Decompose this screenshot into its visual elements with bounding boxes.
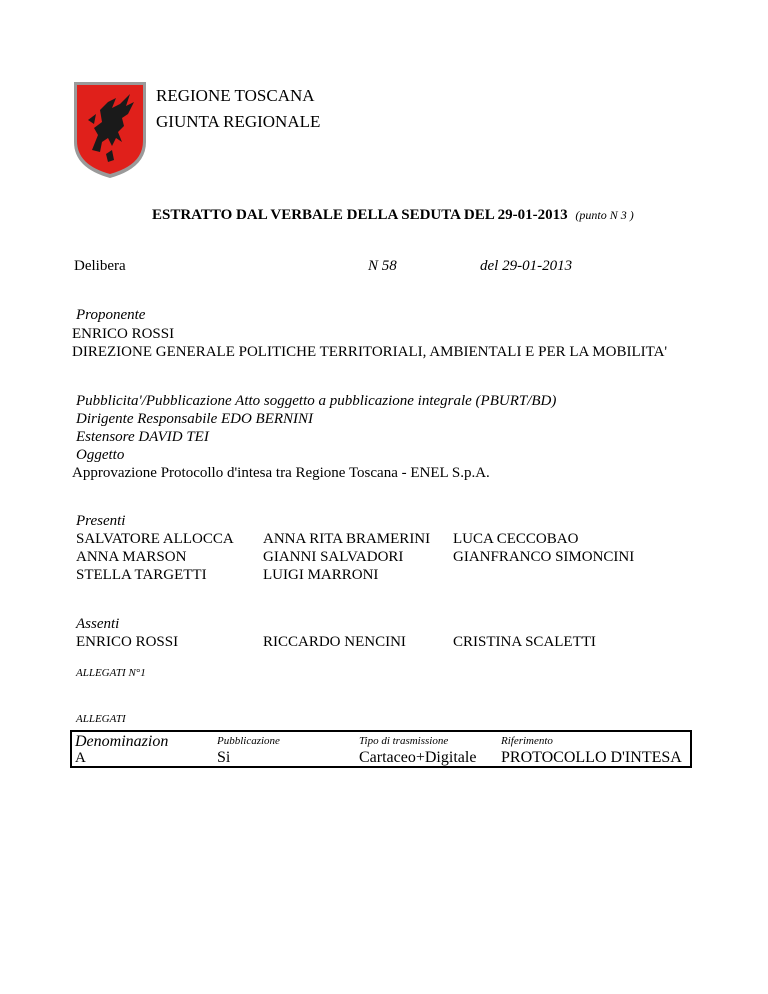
column-header-denominazione: Denominazion — [75, 733, 169, 750]
pubblicita-line: Pubblicita'/Pubblicazione Atto soggetto a pubblicazione integrale (PBURT/BD) — [76, 393, 557, 409]
presente-name: GIANNI SALVADORI — [263, 549, 404, 565]
delibera-number: N 58 — [368, 258, 397, 274]
oggetto-text: Approvazione Protocollo d'intesa tra Regione Toscana - ENEL S.p.A. — [72, 465, 490, 481]
column-header-pubblicazione: Pubblicazione — [217, 735, 280, 747]
delibera-date: del 29-01-2013 — [480, 258, 573, 274]
presente-name: ANNA RITA BRAMERINI — [263, 531, 431, 547]
table-cell-riferimento: PROTOCOLLO D'INTESA — [501, 749, 682, 766]
assente-name: RICCARDO NENCINI — [263, 634, 406, 650]
estensore-line: Estensore DAVID TEI — [76, 429, 209, 445]
extract-punto: (punto N 3 ) — [575, 208, 634, 222]
presente-name: SALVATORE ALLOCCA — [76, 531, 234, 547]
presente-name: LUIGI MARRONI — [263, 567, 379, 583]
presenti-label: Presenti — [76, 513, 126, 529]
council-name: GIUNTA REGIONALE — [156, 112, 321, 131]
delibera-label: Delibera — [74, 258, 126, 274]
extract-title: ESTRATTO DAL VERBALE DELLA SEDUTA DEL 29-01-2013 — [152, 207, 568, 223]
extract-heading — [152, 207, 634, 224]
column-header-tipo-trasmissione: Tipo di trasmissione — [359, 735, 449, 747]
presente-name: STELLA TARGETTI — [76, 567, 207, 583]
oggetto-label: Oggetto — [76, 447, 125, 463]
proponente-direzione: DIREZIONE GENERALE POLITICHE TERRITORIALI, AMBIENTALI E PER LA MOBILITA' — [72, 344, 668, 360]
region-name: REGIONE TOSCANA — [156, 86, 315, 105]
assenti-label: Assenti — [76, 616, 120, 632]
column-header-riferimento: Riferimento — [501, 735, 553, 747]
presente-name: ANNA MARSON — [76, 549, 187, 565]
regione-toscana-logo-icon — [72, 80, 148, 180]
presente-name: GIANFRANCO SIMONCINI — [453, 549, 635, 565]
allegati-table — [70, 730, 692, 768]
presente-name: LUCA CECCOBAO — [453, 531, 579, 547]
assente-name: ENRICO ROSSI — [76, 634, 179, 650]
allegati-label: ALLEGATI — [76, 713, 126, 725]
assente-name: CRISTINA SCALETTI — [453, 634, 596, 650]
allegati-count: ALLEGATI N°1 — [76, 667, 146, 679]
proponente-name: ENRICO ROSSI — [72, 326, 175, 342]
table-cell-tipo-trasmissione: Cartaceo+Digitale — [359, 749, 477, 766]
table-cell-denominazione: A — [75, 750, 86, 766]
dirigente-line: Dirigente Responsabile EDO BERNINI — [76, 411, 314, 427]
table-cell-pubblicazione: Si — [217, 749, 231, 766]
proponente-label: Proponente — [76, 307, 146, 323]
